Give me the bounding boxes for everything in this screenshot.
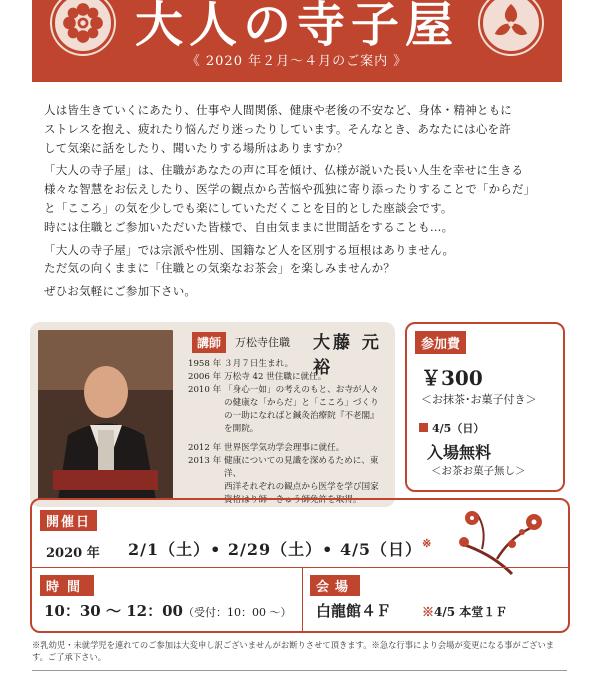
- event-venue: 白龍館４Ｆ: [316, 602, 392, 620]
- intro-line: して気楽に話をしたり、聞いたりする場所はありますか？: [44, 140, 349, 155]
- divider: [32, 567, 568, 568]
- date-tag: 開催日: [40, 510, 97, 531]
- lecturer-profile: [30, 322, 395, 507]
- history-row: 1958 年 ３月７日生まれ。: [188, 359, 294, 369]
- event-dates: 2/1（土）• 2/29（土）• 4/5（日）※: [128, 537, 433, 559]
- intro-line: 人は皆生きていくにあたり、仕事や人間関係、健康や老後の不安など、身体・精神ともに: [44, 103, 512, 117]
- intro-line: 「大人の寺子屋」は、住職があなたの声に耳を傾け、仏様が説いた長い人生を幸せに生きる: [44, 163, 524, 178]
- history-row: の健康な「からだ」と「こころ」づくり: [224, 398, 379, 408]
- history-row: 西洋それぞれの観点から医学を学び国家: [224, 482, 379, 492]
- fee-price-note: ＜お抹茶･お菓子付き＞: [421, 393, 537, 406]
- history-row: 2013 年 健康についての見識を深めるために、東洋、: [188, 456, 379, 479]
- lecturer-history: [188, 358, 388, 507]
- divider: [302, 567, 303, 631]
- lecturer-photo: [38, 330, 173, 500]
- footnote: ※乳幼児・未就学児を連れてのご参加は大変申し訳ございませんがお断りさせて頂きます。※急な行事により会場が変更になる事がございます。ご了承下さい。: [32, 640, 555, 662]
- intro-line: ただ気の向くままに「住職との気楽なお茶会」を楽しみませんか？: [44, 261, 395, 276]
- venue-note: ※4/5 本堂１Ｆ: [422, 605, 508, 619]
- free-date: 4/5（日）: [419, 420, 484, 436]
- fee-price: ￥300: [421, 366, 483, 390]
- fee-box: [405, 322, 565, 492]
- venue-tag: 会場: [310, 575, 360, 596]
- header-banner: [32, 0, 562, 82]
- lecturer-role: 万松寺住職: [235, 336, 290, 349]
- history-row: の一助になればと鍼灸治療院『不老閣』: [224, 411, 379, 421]
- history-row: 2010 年 「身心一如」の考えのもと、お寺が人々: [188, 385, 379, 395]
- square-bullet-icon: [419, 423, 428, 432]
- intro-line: 時には住職とご参加いただいた皆様で、自由気ままに世間話をすることも…。: [44, 219, 454, 234]
- free-note: ＜お茶お菓子無し＞: [431, 465, 526, 477]
- fee-tag: 参加費: [415, 331, 466, 354]
- lecturer-tag: 講師: [192, 332, 226, 353]
- intro-line: と「こころ」の気を少しでも楽にしていただくことを目的とした座談会です。: [44, 200, 453, 215]
- history-row: 2006 年 万松寺 42 世住職に就任。: [188, 372, 327, 382]
- time-tag: 時間: [40, 575, 94, 596]
- divider: [32, 670, 567, 671]
- history-row: 2012 年 世界医学気功学会理事に就任。: [188, 443, 345, 453]
- intro-line: 「大人の寺子屋」では宗派や性別、国籍など人を区別する垣根はありません。: [44, 242, 455, 257]
- intro-line: 様々な智慧をお伝えしたり、医学の観点から苦悩や孤独に寄り添ったりすることで「からだ」: [44, 182, 536, 197]
- intro-text: [44, 101, 554, 301]
- page-subtitle: 《 2020 年２月～４月のご案内 》: [186, 54, 408, 69]
- free-label: 入場無料: [427, 443, 492, 462]
- history-row: を開院。: [224, 424, 259, 434]
- lecturer-name: 大藤 元裕: [313, 333, 382, 378]
- intro-line: ストレスを抱え、疲れたり悩んだり迷ったりしています。そんなとき、あなたには心を許: [44, 121, 511, 136]
- event-year: 2020 年: [46, 546, 100, 561]
- intro-line: ぜひお気軽にご参加下さい。: [44, 284, 197, 299]
- plum-branch-icon: [452, 504, 552, 576]
- page-title: 大人の寺子屋: [134, 0, 459, 53]
- event-info-box: [30, 498, 570, 633]
- history-row: 資格はり師・きゅう師免許を取得。: [224, 495, 362, 505]
- event-time: 10：30 ～ 12：00（受付：10：00 ～）: [44, 602, 292, 620]
